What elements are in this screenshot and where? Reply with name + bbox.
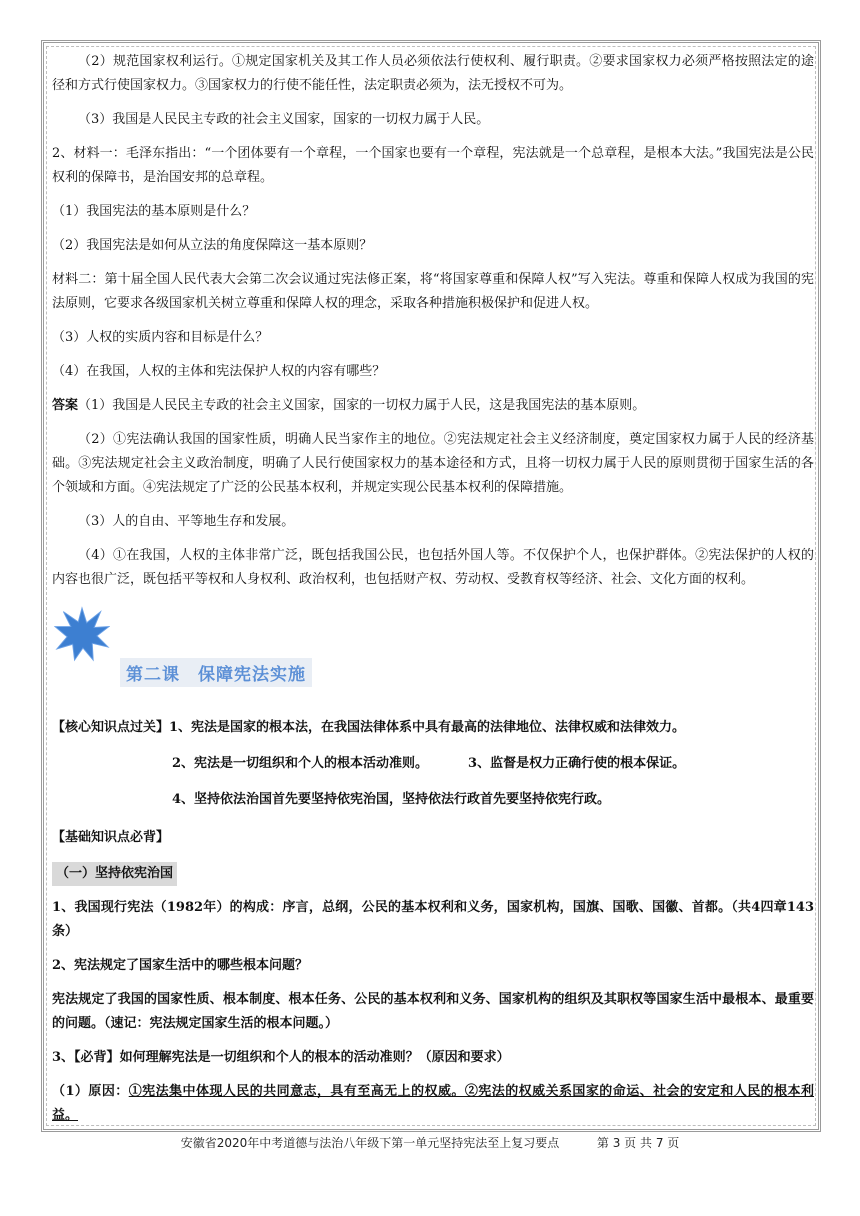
lesson-title: 第二课 保障宪法实施 xyxy=(120,658,312,687)
answer-label: 答案 xyxy=(52,398,79,413)
footer-title: 安徽省2020年中考道德与法治八年级下第一单元坚持宪法至上复习要点 xyxy=(180,1136,560,1150)
basic-item-1: 1、我国现行宪法（1982年）的构成：序言，总纲，公民的基本权利和义务，国家机构，国旗、国歌、国徽、首都。（共4四章143条） xyxy=(52,900,814,939)
basic-item-2: 2、宪法规定了国家生活中的哪些根本问题？ xyxy=(52,958,309,973)
basic-knowledge-label: 【基础知识点必背】 xyxy=(52,830,170,845)
answer-3: （3）人的自由、平等地生存和发展。 xyxy=(78,514,295,529)
paragraph: （2）规范国家权利运行。①规定国家机关及其工作人员必须依法行使权利、履行职责。②要求国家权力必须严格按照法定的途径和方式行使国家权力。③国家权力的行使不能任性，法定职责必须为，法无授权不可为。 xyxy=(52,54,814,93)
document-body xyxy=(52,50,814,1128)
basic-item-2-answer: 宪法规定了我国的国家性质、根本制度、根本任务、公民的基本权利和义务、国家机构的组织及其职权等国家生活中最根本、最重要的问题。（速记：宪法规定国家生活的根本问题。） xyxy=(52,992,814,1031)
page-footer xyxy=(0,1134,860,1151)
lesson-header xyxy=(52,606,814,708)
answer-2: （2）①宪法确认我国的国家性质，明确人民当家作主的地位。②宪法规定社会主义经济制度，奠定国家权力属于人民的经济基础。③宪法规定社会主义政治制度，明确了人民行使国家权力的基本途径和方式，且将一切权力属于人民的原则贯彻于国家生活的各个领域和方面。④宪法规定了广泛的公民基本权利，并规定实现公民基本权利的保障措施。 xyxy=(52,432,814,495)
core-line-3: 4、坚持依法治国首先要坚持依宪治国，坚持依法行政首先要坚持依宪行政。 xyxy=(172,792,611,807)
basic-item-3: 3、【必背】如何理解宪法是一切组织和个人的根本的活动准则？（原因和要求） xyxy=(52,1050,510,1065)
question: （1）我国宪法的基本原则是什么？ xyxy=(52,204,256,219)
material-two: 材料二：第十届全国人民代表大会第二次会议通过宪法修正案，将“将国家尊重和保障人权”写入宪法。尊重和保障人权成为我国的宪法原则，它要求各级国家机关树立尊重和保障人权的理念，采取各种措施积极保护和促进人权。 xyxy=(52,272,814,311)
core-knowledge xyxy=(52,716,814,812)
question: （2）我国宪法是如何从立法的角度保障这一基本原则？ xyxy=(52,238,373,253)
answer-4: （4）①在我国，人权的主体非常广泛，既包括我国公民，也包括外国人等。不仅保护个人，也保护群体。②宪法保护的人权的内容也很广泛，既包括平等权和人身权利、政治权利，也包括财产权、劳动权、受教育权等经济、社会、文化方面的权利。 xyxy=(52,548,814,587)
answer-1: 答案（1）我国是人民民主专政的社会主义国家，国家的一切权力属于人民，这是我国宪法的基本原则。 xyxy=(52,398,646,413)
page-number: 第 3 页 共 7 页 xyxy=(596,1136,680,1150)
section-heading: （一）坚持依宪治国 xyxy=(52,862,177,886)
material-one: 2、材料一：毛泽东指出：“一个团体要有一个章程，一个国家也要有一个章程，宪法就是一个总章程，是根本大法。”我国宪法是公民权利的保障书，是治国安邦的总章程。 xyxy=(52,146,814,185)
basic-item-3-reason: （1）原因：①宪法集中体现人民的共同意志，具有至高无上的权威。②宪法的权威关系国家的命运、社会的安定和人民的根本利益。 xyxy=(52,1084,814,1123)
core-line-2: 2、宪法是一切组织和个人的根本活动准则。 3、监督是权力正确行使的根本保证。 xyxy=(172,756,686,771)
question: （3）人权的实质内容和目标是什么？ xyxy=(52,330,269,345)
paragraph: （3）我国是人民民主专政的社会主义国家，国家的一切权力属于人民。 xyxy=(78,112,490,127)
question: （4）在我国，人权的主体和宪法保护人权的内容有哪些？ xyxy=(52,364,386,379)
core-line-1: 【核心知识点过关】1、宪法是国家的根本法，在我国法律体系中具有最高的法律地位、法律权威和法律效力。 xyxy=(52,720,686,735)
starburst-icon xyxy=(54,606,110,662)
